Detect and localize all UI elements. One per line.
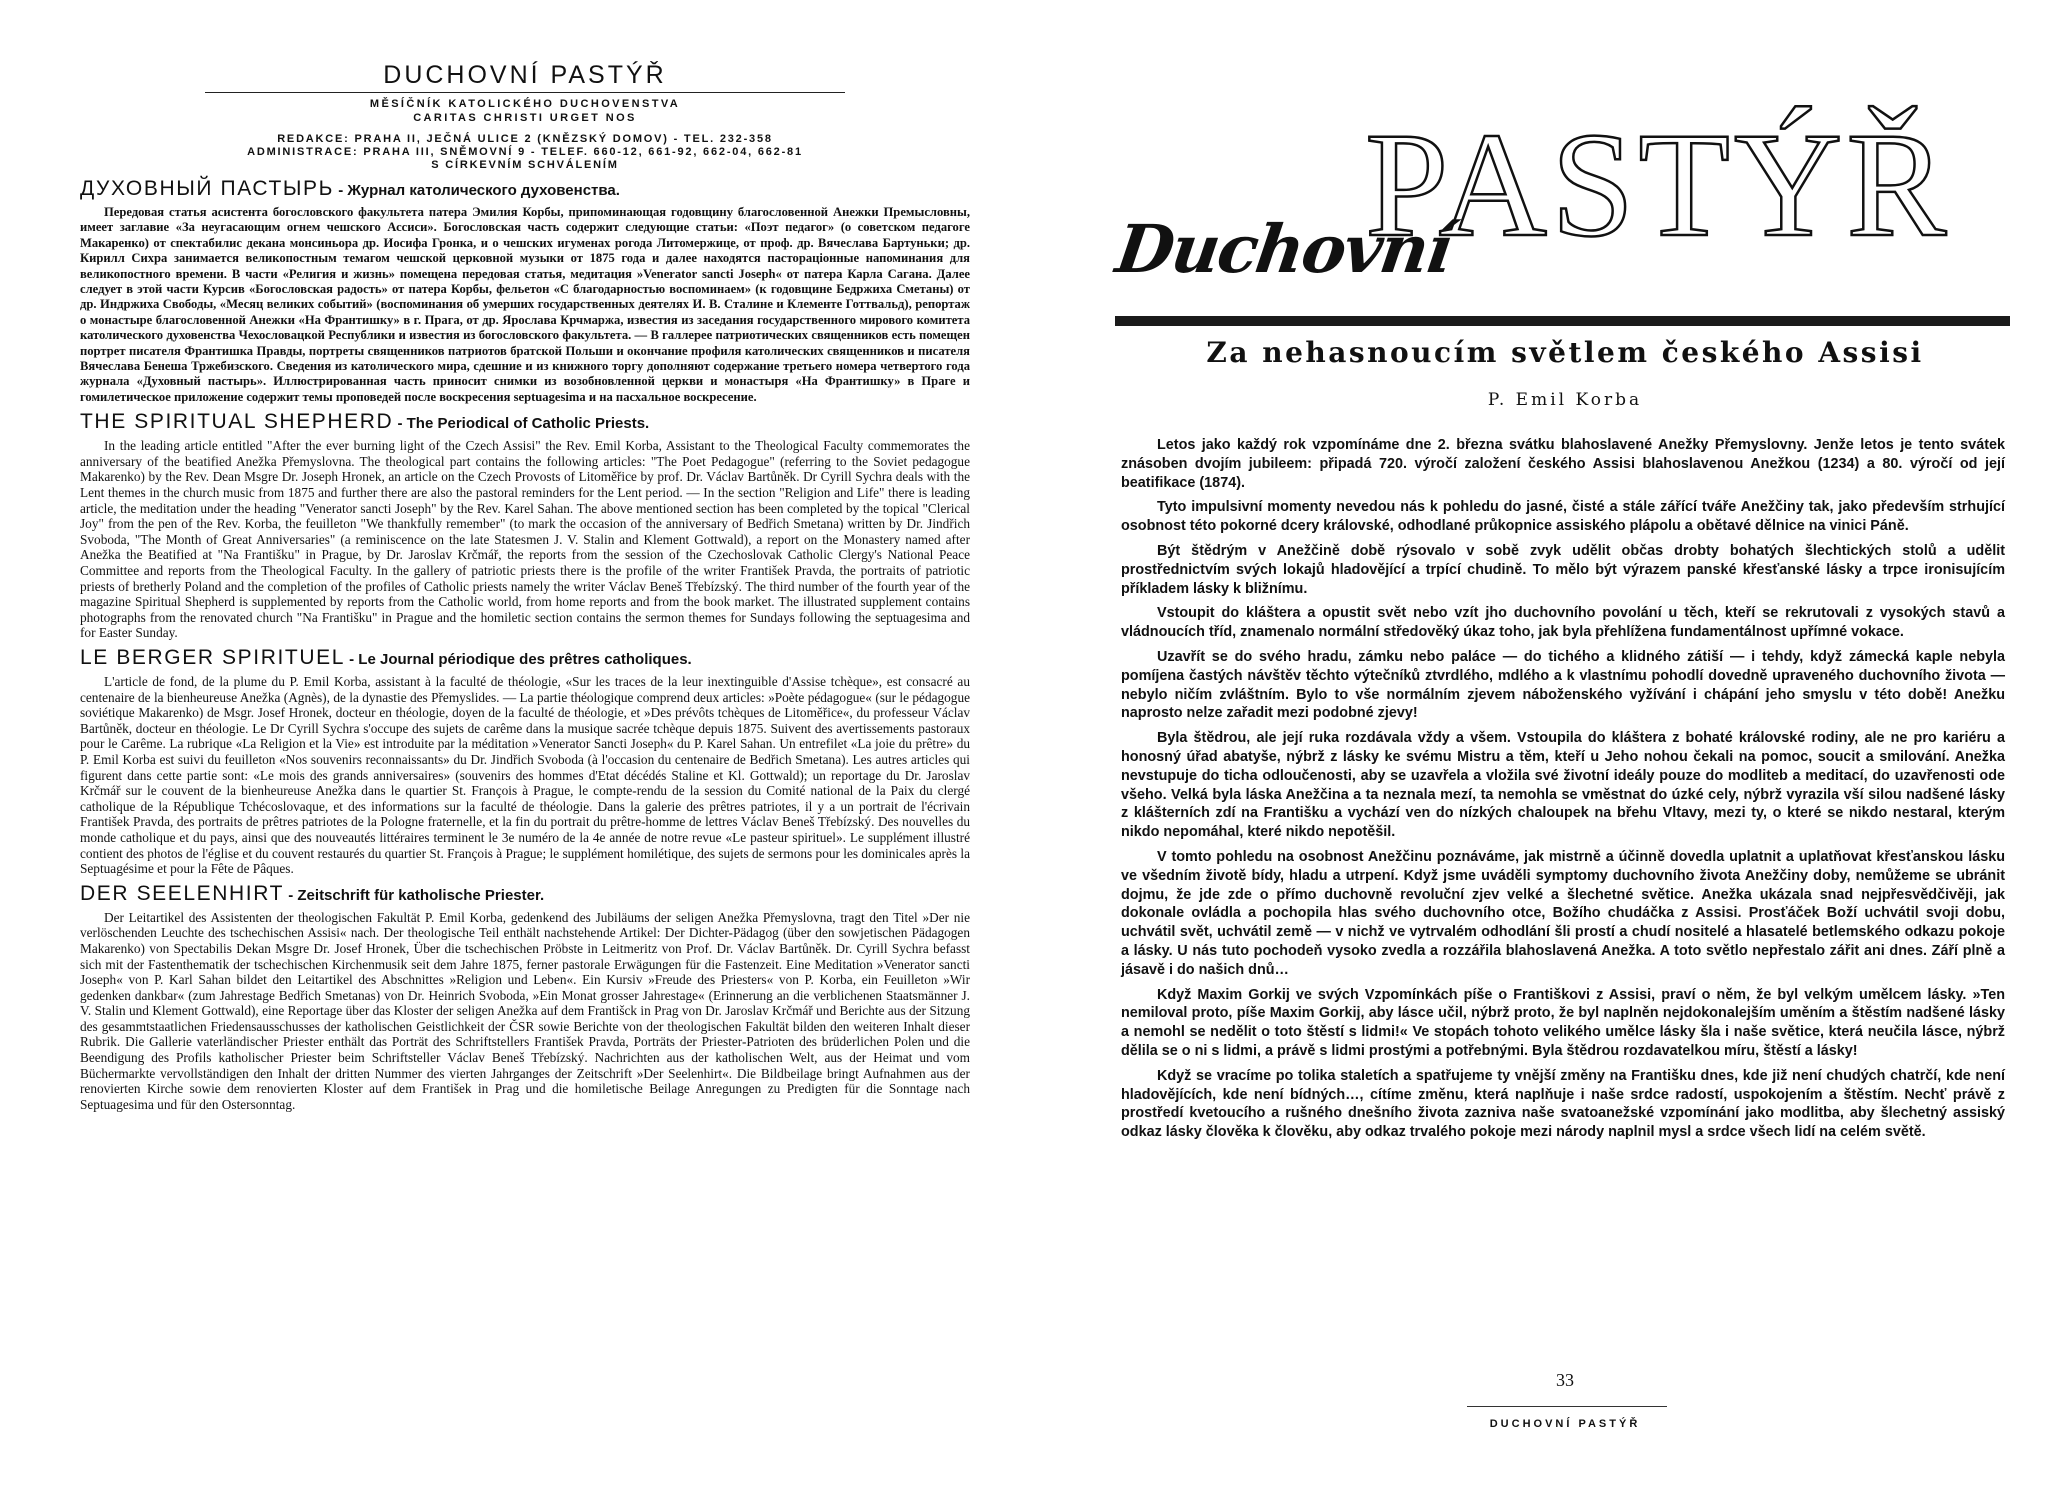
masthead-editorial-address: REDAKCE: PRAHA II, JEČNÁ ULICE 2 (KNĚZSKÝ DOMOV) - TEL. 232-358 — [277, 133, 773, 145]
article-paragraph: V tomto pohledu na osobnost Anežčinu poznáváme, jak mistrně a účinně dovedla uplatnit a uplatňovat křesťanskou lásku ve všedním životě bídy, hladu a utrpení. Když jsme uváděli symptomy duchovního života Anežčiny doby, nemůžeme se ubránit dojmu, že jde zde o přímo duchovně revoluční zjev velké a šlechetné světice. Anežka ukázala snad nejpřesvědčivěji, jak dokonale ovládla a pochopila hlas svého duchovního otce, Božího chudáčka z Assisi. Prosťáček Boží uchvátil svoji dobu, uchvátil svět, uchvátil země — v nichž ve vytrvalém odhodlání šli prostí a chudí nositelé a hlasatelé betlemského odkazu pokoje a lásky. U nás tuto pochodeň vysoko zvedla a rozzářila blahoslavená Anežka. A toto světlo nepřestalo zářit ani dnes. Září plně a jásavě i do našich dnů… — [1121, 848, 2005, 978]
masthead-approval: S CÍRKEVNÍM SCHVÁLENÍM — [431, 159, 619, 171]
summary-text: In the leading article entitled "After the ever burning light of the Czech Assisi" the Rev. Emil Korba, Assistant to the Theological Faculty commemorates the anniversary of the beatified Anežka Přemyslovna. The theological part contains the following articles: "The Poet Pedagogue" (referring to the Soviet pedagogue Makarenko) by the Rev. Dean Msgre Dr. Joseph Hronek, an article on the Czech Provosts of Litoměřice by prof. Dr. Václav Bartůněk. Dr Cyrill Sychra deals with the Lent themes in the church music from 1875 and further there are also the pastoral reminders for the Lent period. — In the section "Religion and Life" there is leading article, the meditation under the heading "Venerator sancti Joseph" by the Rev. Karel Sahan. The above mentioned section has been completed by the topical "Clerical Joy" from the pen of the Rev. Korba, the feuilleton "We thankfully remember" (to mark the occasion of the anniversary of Bedřich Smetana) written by Dr. Jindřich Svoboda, "The Month of Great Anniversaries" (a reminiscence on the late Statesmen J. V. Stalin and Klement Gottwald), a report on the Monastery named after Anežka the Beatified at "Na Františku" in Prague, by Dr. Jaroslav Krčmář, the reports from the session of the Czechoslovak Catholic Clergy's National Peace Committee and reports from the Theological Faculty. In the gallery of patriotic priests there is the profile of the writer František Pravda, the portraits of patriotic priests of bretherly Poland and the completion of the profiles of Catholic priests namely the writer Václav Beneš Třebízský. The third number of the fourth year of the magazine Spiritual Shepherd is supplemented by reports from the Catholic world, from home reports and from the book market. The illustrated supplement contains photographs from the renovated church "Na Františku" in Prague and the homiletic section contains the sermon themes for Sundays following the septuagesima and for Easter Sunday. — [80, 438, 970, 641]
summary-english — [80, 410, 970, 641]
article-paragraph: Když se vracíme po tolika staletích a spatřujeme ty vnější změny na Františku dnes, kde již není chudých chatrčí, kde není hladovějících, kde není bídných…, cítíme změnu, která naplňuje i naše srdce radostí, uspokojením a štěstím. Nechť právě z prostředí kvetoucího a rušného dnešního života zazniva naše svatoanežské vzpomínání jako modlitba, aby šlechetný assiský odkaz lásky člověka k člověku, aby odkaz trvalého pokoje mezi národy naplnil mysl a srdce všech lidí na celém světě. — [1121, 1067, 2005, 1141]
logo-rule — [1115, 316, 2010, 326]
summary-heading — [80, 410, 970, 436]
article-title: Za nehasnoucím světlem českého Assisi — [1206, 336, 1924, 369]
masthead-subtitle: MĚSÍČNÍK KATOLICKÉHO DUCHOVENSTVA — [369, 98, 681, 110]
summary-text: Передовая статья асистента богословского факультета патера Эмилия Корбы, припоминающая годовщину благословенной Анежки Премысловны, имеет заглавие «За неугасающим огнем чешского Ассиси». Богословская часть содержит следующие статьи: «Поэт педагог» (о советском педагоге Макаренко) от спектабилис декана монсиньора др. Иосифа Гронка, и о чешских игуменах рогода Литомержице, от проф. др. Вячеслава Бартуньки; др. Кирилл Сихра занимается великопостным темагом чешской церковной музыки от 1875 года и далее находятся пастораціонные напоминания для великопостного времени. В части «Религия и жизнь» помещена передовая статья, медитация »Venerator sancti Joseph« от патера Карла Сагана. Далее следует в этой части Курсив «Богословская радость» от патера Корбы, фельетон «С благодарностью воспоминаем» (к годовщине Бедржиха Сметаны) от др. Индржиха Свободы, «Месяц великих событий» (воспоминания об умерших государственных деятелях И. В. Сталине и Клементе Готтвальд), репортаж о монастыре благословенной Анежки «На Франтишку» в г. Прага, от др. Ярослава Крчмаржа, известия из заседания государственного мирового комитета католического духовенства Чехословацкой Республики и известия из богословского факультета. — В галлерее патриотических священников есть помещен портрет писателя Франтишка Правды, портреты священников патриотов братской Польши и окончание профиля католических священников и писателя Вячеслава Бенеша Тржебизского. Сведения из католического мира, сдешние и из книжного торгу дополняют содержание третьего номера четвертого года журнала «Духовный пастырь». Иллюстрированная часть приносит снимки из возобновленной церкви и монастыря «На Франтишку» в Праге и гомилетическое приложение содержит темы проповедей после воскресения septuagesima и на пасхальное воскресение. — [80, 205, 970, 404]
summary-text: L'article de fond, de la plume du P. Emil Korba, assistant à la faculté de théologie, «Sur les traces de la leur inextinguible d'Assise tchèque», est consacré au centenaire de la bienheureuse Anežka (Agnès), de la dynastie des Přemyslides. — La partie théologique comprend deux articles: »Poète pédagogue« (sur le pédagogue soviétique Makarenko) de Msgr. Josef Hronek, docteur en théologie, doyen de la faculté de théologie, et »Des prévôts tchèques de Litoměřice«, du professeur Václav Bartůněk, docteur en théologie. Le Dr Cyrill Sychra s'occupe des sujets de carême dans la musique sacrée tchèque depuis 1875. Suivent des avertissements pastoraux pour le Carême. La rubrique «La Religion et la Vie» est introduite par la méditation »Venerator Sancti Joseph« du P. Karel Sahan. Un entrefilet «La joie du prêtre» du P. Emil Korba est suivi du feuilleton «Nos souvenirs reconnaissants» du Dr. Jindřich Svoboda (à l'occasion du centenaire de Bedřich Smetana). Les autres articles qui figurent dans cette partie sont: «Le mois des grands anniversaires» (souvenirs des hommes d'Etat décédés Staline et Kl. Gottwald); un reportage du Dr. Jaroslav Krčmář sur le couvent de la bienheureuse Anežka dans le quartier St. François à Prague, le compte-rendu de la session du Comité national de la Paix du clergé catholique de la République Tchécoslovaque, et des informations sur la faculté de théologie. Dans la galerie des prêtres patriotes, il y a un portrait de l'écrivain František Pravda, des portraits de prêtres patriotes de la Pologne fraternelle, et la fin du portrait du prêtre-homme de lettres Václav Beneš Třebízský. Des nouvelles du monde catholique et du pays, ainsi que des nouveautés littéraires terminent le 3e numéro de la 4e année de notre revue «Le pasteur spirituel». Le supplément illustré contient des photos de l'église et du couvent restaurés du quartier St. François à Prague; le supplément homilétique, des sujets de sermons pour les dominicales après la Septuagésime et pour la Fête de Pâques. — [80, 674, 970, 877]
left-page — [80, 60, 970, 1490]
masthead-administration-address: ADMINISTRACE: PRAHA III, SNĚMOVNÍ 9 - TELEF. 660-12, 661-92, 662-04, 662-81 — [247, 146, 803, 158]
summary-title: ДУХОВНЫЙ ПАСТЫРЬ — [80, 177, 335, 200]
masthead-gap — [80, 125, 970, 133]
footer-title: DUCHOVNÍ PASTÝŘ — [1489, 1418, 1641, 1430]
article-paragraph: Uzavřít se do svého hradu, zámku nebo paláce — do tichého a klidného zátiší — i tehdy, když zámecká kaple nebyla pomíjena častých návštěv těchto výtečníků ztvrdlého, mdlého a k vlastnímu pohodlí dovedně upraveného duchovního života — nebylo ničím zvláštním. Bylo to vše normálním zjevem náboženského vyžívání i chápání jeho smyslu v této době! Anežku naprosto nelze zařadit mezi podobné zjevy! — [1121, 648, 2005, 722]
article-paragraph: Tyto impulsivní momenty nevedou nás k pohledu do jasné, čisté a stále zářící tváře Anežčiny tak, jako především strhující osobnost této pokorné dcery královské, odhodlané průkopnice assiského plápolu a obětavé dělnice na vinici Páně. — [1121, 499, 2005, 535]
summary-text: Der Leitartikel des Assistenten der theologischen Fakultät P. Emil Korba, gedenkend des Jubiläums der seligen Anežka Přemyslovna, tragt den Titel »Der nie verlöschenden Leuchte des tschechischen Assisi« nach. Der theologische Teil enthält nachstehende Artikel: Der Dichter-Pädagog (über den sowjetischen Pädagogen Makarenko) von Spectabilis Dekan Msgre Dr. Josef Hronek, Über die tschechischen Pröbste in Leitmeritz von Prof. Dr. Václav Bartůněk. Dr. Cyrill Sychra befasst sich mit der Fastenthematik der tschechischen Kirchenmusik seit dem Jahre 1875, ferner pastorale Erwägungen für die Fastenzeit. Eine Meditation »Venerator sancti Joseph« von P. Karl Sahan bildet den Leitartikel des Abschnittes »Religion und Leben«. Ein Kursiv »Freude des Priesters« von P. Korba, ein Feuilleton »Wir gedenken dankbar« (zum Jahrestage Bedřich Smetanas) von Dr. Heinrich Svoboda, »Ein Monat grosser Jahrestage« (Erinnerung an die verblichenen Staatsmänner J. V. Stalin und Klement Gottwald), eine Reportage über das Kloster der seligen Anežka auf dem Františck in Prag von Dr. Jaroslav Krčmář und Berichte aus der Sitzung des gesammtstaatlichen Friedensausschusses der katholischen Geistlichkeit der ČSR sowie Berichte von der theologischen Fakultät bilden den weiteren Inhalt dieser Rubrik. Die Gallerie vaterländischer Priester enthält das Porträt des Schriftstellers František Pravda, Porträts der Priester-Patrioten des brüderlichen Polen und die Beendigung des Profils katholischer Priester beim Schriftsteller Václav Beneš Třebízský. Nachrichten aus der katholischen Welt, aus der Heimat und vom Büchermarkte vervollständigen den Inhalt der dritten Nummer des vierten Jahrganges der Zeitschrift »Der Seelenhirt«. Die Bildbeilage bringt Aufnahmen aus der renovierten Kirche sowie dem renovierten Kloster auf dem František in Prag und die homiletische Beilage Anregungen zu Predigten für die Sonntage nach Septuagesima und für den Ostersonntag. — [80, 909, 970, 1112]
journal-logo — [1111, 100, 2015, 330]
masthead-title: DUCHOVNÍ PASTÝŘ — [383, 61, 667, 89]
summary-heading — [80, 882, 970, 908]
summary-subtitle: - Zeitschrift für katholische Priester. — [284, 886, 545, 904]
summary-subtitle: - Le Journal périodique des prêtres catholiques. — [344, 651, 692, 668]
summary-russian — [80, 177, 970, 405]
article-paragraph: Vstoupit do kláštera a opustit svět nebo vzít jho duchovního povolání u těch, kteří se rekrutovali z vysokých stavů a vládnoucích tříd, znamenalo normální středověký úkaz toho, jak byla přehlížena fundamentálnost upřímné vokace. — [1121, 605, 2005, 641]
page-number: 33 — [1556, 1370, 1574, 1390]
summary-french — [80, 646, 970, 877]
summary-subtitle: - Журнал католического духовенства. — [334, 182, 620, 199]
article-paragraph: Letos jako každý rok vzpomínáme dne 2. března svátku blahoslavené Anežky Přemyslovny. Jenže letos je tento svátek znásoben dvojím jubileem: připadá 720. výročí založení českého Assisi blahoslavenou Anežkou (1234) a 80. výročí od její beatifikace (1874). — [1121, 437, 2005, 491]
article-author: P. Emil Korba — [1487, 390, 1643, 410]
masthead — [80, 60, 970, 172]
summary-title: LE BERGER SPIRITUEL — [80, 646, 345, 669]
summary-subtitle: - The Periodical of Catholic Priests. — [393, 415, 650, 433]
logo-script: Duchovní — [1111, 210, 1456, 288]
summary-title: DER SEELENHIRT — [80, 881, 285, 905]
summary-heading — [80, 177, 970, 203]
summary-heading — [80, 646, 970, 672]
article-paragraph: Byla štědrou, ale její ruka rozdávala vždy a všem. Vstoupila do kláštera z bohaté královské rodiny, ale ne pro kariéru a honosný úřad abatyše, nýbrž z lásky ke svému Mistru a těm, kteří u Jeho nohou čekali na pomoc, soucit a smilování. Anežka nevstupuje do ticha odloučenosti, aby se uzavřela a vložila své životní ideály pouze do modliteb a meditací, do uzavřenosti ode všeho. Velká byla láska Anežčina a ta neznala mezí, ta nemohla se vměstnat do úzké cely, nýbrž vyrazila vší silou nadšené lásky z klášterních zdí na Františku a vychází ven do nízkých chaloupek na břehu Vltavy, mezi ty, o které se nikdo nestaral, kterým nikdo nepomáhal, které nikdo nepotěšil. — [1121, 730, 2005, 841]
summary-german — [80, 882, 970, 1113]
masthead-rule — [205, 92, 845, 93]
summary-title: THE SPIRITUAL SHEPHERD — [80, 410, 394, 434]
article-paragraph: Když Maxim Gorkij ve svých Vzpomínkách píše o Františkovi z Assisi, praví o něm, že byl velkým umělcem lásky. »Ten nemiloval proto, píše Maxim Gorkij, aby lásce učil, nýbrž proto, že byl naplněn nejdokonalejším uměním a štěstím nadšené lásky a nemohl se nedělit o toto štěstí s lidmi!« Ve stopách tohoto velikého umělce lásky šla i naše světice, která neučila lásce, nýbrž dělila se o ni s lidmi, a právě s lidmi prostými a potřebnými. Byla štědrou rozdavatelkou míru, štěstí a lásky! — [1121, 986, 2005, 1059]
article-body — [1121, 436, 2005, 1148]
footer-rule — [1467, 1406, 1667, 1407]
article-paragraph: Být štědrým v Anežčině době rýsovalo v sobě zvyk udělit občas drobty bohatých šlechtických stolů a udělit prostřednictvím svých lokajů hladovějící a trpící chudině. To mělo být výrazem panské křesťanské lásky a trpce ironisujícím příkladem lásky k bližnímu. — [1121, 542, 2005, 597]
logo-caps: PASTÝŘ — [1365, 102, 1951, 268]
masthead-motto: CARITAS CHRISTI URGET NOS — [413, 112, 637, 124]
right-page — [1111, 60, 2015, 1490]
